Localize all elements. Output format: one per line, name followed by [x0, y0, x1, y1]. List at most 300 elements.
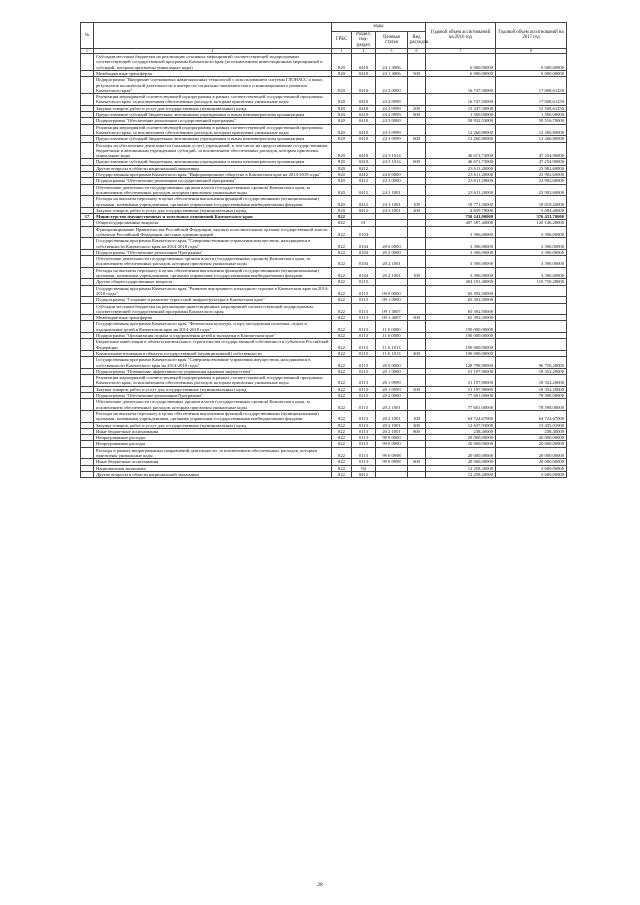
row-grbs: 822	[332, 303, 352, 315]
row-grbs: 820	[332, 136, 352, 142]
row-amount-2016: 23 611,20000	[426, 165, 496, 171]
row-target-article: 09 1 4007	[376, 303, 408, 315]
row-grbs: 822	[332, 220, 352, 226]
index-cell: 2	[94, 48, 332, 53]
row-razdel: 0412	[352, 471, 376, 477]
row-number	[81, 184, 94, 196]
row-target-article: 24 2 0999	[376, 94, 408, 106]
row-grbs: 820	[332, 142, 352, 159]
row-amount-2017: 18 352,20000	[496, 368, 567, 374]
row-target-article: 24 3 1014	[376, 159, 408, 165]
row-grbs: 822	[332, 441, 352, 447]
header-target-article: Целевая статья	[376, 32, 408, 49]
row-target-article: 24 3 1001	[376, 207, 408, 213]
row-name: Министерство имущественных и земельных отношений Камчатского края	[94, 214, 332, 220]
row-grbs: 820	[332, 196, 352, 208]
row-grbs: 822	[332, 279, 352, 285]
row-razdel: 0113	[352, 386, 376, 392]
row-razdel: 0410	[352, 118, 376, 124]
row-amount-2017: 59 516,70000	[496, 118, 567, 124]
row-target-article: 11 6 1013	[376, 350, 408, 356]
row-razdel: 0113	[352, 375, 376, 387]
row-target-article: 24 3 1001	[376, 184, 408, 196]
row-target-article: 20 1 0999	[376, 386, 408, 392]
row-amount-2017: 47 254,90000	[496, 142, 567, 159]
row-grbs: 822	[332, 428, 352, 434]
row-amount-2016: 65 392,50000	[426, 315, 496, 321]
row-grbs: 822	[332, 249, 352, 255]
row-target-article: 24 1 4006	[376, 70, 408, 76]
row-grbs: 820	[332, 112, 352, 118]
row-name: Подпрограмма "Повышение эффективности управления краевым имуществом"	[94, 368, 332, 374]
row-razdel: 0412	[352, 178, 376, 184]
row-razdel: 0412	[352, 172, 376, 178]
row-amount-2016: 190 000,00000	[426, 333, 496, 339]
row-amount-2016: 3 396,00000	[426, 238, 496, 250]
table-row	[81, 142, 567, 159]
row-amount-2017: 376 433,70000	[496, 214, 567, 220]
row-name: Расходы на выплаты персоналу в целях обеспечения выполнения функций государственными (муниципальными) органами, казенными учреждениями, органами управления государственными внебюджетными фондами	[94, 267, 332, 279]
row-expense-type	[408, 184, 426, 196]
row-razdel: 0410	[352, 159, 376, 165]
table-row	[81, 77, 567, 94]
table-row	[81, 184, 567, 196]
row-expense-type	[408, 399, 426, 411]
row-name: Подпрограмма "Внедрение спутниковых навигационных технологий с использованием системы ГЛОНАСС и иных результатов космической деятельности в интересах социально-экономического и инновационного развития Камчатского края"	[94, 77, 332, 94]
row-name: Общегосударственные вопросы	[94, 220, 332, 226]
row-razdel: 01	[352, 220, 376, 226]
row-grbs: 822	[332, 410, 352, 422]
row-expense-type	[408, 238, 426, 250]
row-amount-2017: 17 008,61250	[496, 77, 567, 94]
row-amount-2016: 407 587,40000	[426, 220, 496, 226]
row-amount-2017: 3 600,00000	[496, 471, 567, 477]
row-amount-2016: 3 396,00000	[426, 267, 496, 279]
row-razdel: 0410	[352, 54, 376, 71]
row-amount-2017: 15 508,61250	[496, 105, 567, 111]
row-amount-2016: 12 258,20000	[426, 465, 496, 471]
row-razdel: 0113	[352, 422, 376, 428]
row-grbs: 822	[332, 435, 352, 441]
row-target-article: 99 0 0998	[376, 447, 408, 459]
row-amount-2016: 23 611,20000	[426, 172, 496, 178]
row-razdel: 0410	[352, 136, 376, 142]
table-row	[81, 124, 567, 136]
index-cell: 7	[426, 48, 496, 53]
header-codes-group: коды	[332, 23, 426, 32]
row-number	[81, 410, 94, 422]
row-name: Расходы на выплаты персоналу в целях обеспечения выполнения функций государственными (муниципальными) органами, казенными учреждениями, органами управления государственными внебюджетными фондами	[94, 410, 332, 422]
row-razdel: 0113	[352, 399, 376, 411]
row-name: Реализация мероприятий соответствующей подпрограммы в рамках соответствующей государственной программы Камчатского края, за исключением обеспеченных расходов, которым присвоены уникальные коды	[94, 94, 332, 106]
row-grbs: 820	[332, 124, 352, 136]
budget-table	[80, 22, 567, 478]
row-razdel: 0104	[352, 249, 376, 255]
row-expense-type: 600	[408, 136, 426, 142]
row-amount-2016: 51 197,90000	[426, 386, 496, 392]
row-amount-2016: 3 396,00000	[426, 249, 496, 255]
row-target-article	[376, 471, 408, 477]
row-grbs: 820	[332, 77, 352, 94]
row-razdel: 0412	[352, 184, 376, 196]
row-amount-2016: 46 671,73000	[426, 142, 496, 159]
table-row	[81, 196, 567, 208]
row-expense-type: 100	[408, 196, 426, 208]
row-amount-2016: 18 771,50000	[426, 196, 496, 208]
row-expense-type: 600	[408, 112, 426, 118]
row-amount-2017: 64 724,67000	[496, 410, 567, 422]
row-grbs: 822	[332, 399, 352, 411]
row-target-article: 20 0 0000	[376, 357, 408, 369]
row-amount-2016: 1 500,00000	[426, 112, 496, 118]
row-name: Реализация мероприятий соответствующей подпрограммы в рамках соответствующей государственной программы Камчатского края, за исключением обеспеченных расходов, которым присвоены уникальные коды	[94, 375, 332, 387]
row-number	[81, 142, 94, 159]
row-grbs: 822	[332, 465, 352, 471]
row-amount-2017: 12 260,80000	[496, 136, 567, 142]
row-target-article: 20 1 0999	[376, 375, 408, 387]
row-target-article: 20 1 0000	[376, 368, 408, 374]
row-razdel: 0410	[352, 142, 376, 159]
row-amount-2017: 116 750,28000	[496, 279, 567, 285]
row-grbs: 822	[332, 267, 352, 279]
row-amount-2016: 190 000,00000	[426, 339, 496, 351]
row-grbs: 822	[332, 375, 352, 387]
row-expense-type	[408, 94, 426, 106]
row-amount-2017	[496, 303, 567, 315]
row-amount-2017	[496, 321, 567, 333]
row-name: Иные бюджетные ассигнования	[94, 459, 332, 465]
row-amount-2017: 23 902,60000	[496, 178, 567, 184]
row-expense-type	[408, 321, 426, 333]
table-row	[81, 339, 567, 351]
row-razdel: 0410	[352, 105, 376, 111]
row-target-article: 20 2 1001	[376, 399, 408, 411]
row-expense-type	[408, 471, 426, 477]
row-name: Расходы на обеспечение деятельности (оказание услуг) учреждений, в том числе на предоставление государственным бюджетным и автономным учреждениям субсидий, за исключением обеспеченных расходов, которым присвоены уникальные коды	[94, 142, 332, 159]
row-amount-2016: 4 839,70000	[426, 207, 496, 213]
row-grbs: 822	[332, 214, 352, 220]
row-amount-2016: 190 000,00000	[426, 321, 496, 333]
row-target-article: 24 3 0999	[376, 136, 408, 142]
row-target-article: 11 0 0000	[376, 321, 408, 333]
row-expense-type	[408, 77, 426, 94]
table-row	[81, 471, 567, 477]
row-amount-2017: 120 146,28000	[496, 220, 567, 226]
row-razdel: 0410	[352, 94, 376, 106]
row-number	[81, 399, 94, 411]
row-razdel: 0410	[352, 124, 376, 136]
row-amount-2016: 12 260,80000	[426, 136, 496, 142]
row-target-article: 24 2 0999	[376, 112, 408, 118]
row-number: 17	[81, 214, 94, 220]
row-grbs: 822	[332, 238, 352, 250]
row-expense-type	[408, 226, 426, 238]
row-grbs: 822	[332, 368, 352, 374]
row-expense-type	[408, 142, 426, 159]
row-name: Расходы на выплаты персоналу в целях обеспечения выполнения функций государственными (муниципальными) органами, казенными учреждениями, органами управления государственными внебюджетными фондами	[94, 196, 332, 208]
row-grbs: 820	[332, 165, 352, 171]
row-target-article: 20 2 1001	[376, 256, 408, 268]
table-row	[81, 226, 567, 238]
table-body	[81, 54, 567, 478]
row-grbs: 820	[332, 178, 352, 184]
row-amount-2017: 23 902,60000	[496, 165, 567, 171]
row-grbs: 820	[332, 70, 352, 76]
row-amount-2017: 23 902,60000	[496, 184, 567, 196]
row-target-article: 20 2 1001	[376, 410, 408, 422]
row-grbs: 822	[332, 386, 352, 392]
row-number	[81, 124, 94, 136]
row-amount-2017	[496, 285, 567, 297]
row-amount-2017: 96 750,28000	[496, 357, 567, 369]
row-name: Закупка товаров, работ и услуг для государственных (муниципальных) нужд	[94, 105, 332, 111]
row-amount-2016: 3 396,00000	[426, 226, 496, 238]
row-razdel: 0113	[352, 279, 376, 285]
row-amount-2017: 238,40000	[496, 428, 567, 434]
row-amount-2017: 12 260,80000	[496, 124, 567, 136]
row-expense-type: 500	[408, 315, 426, 321]
row-grbs: 820	[332, 184, 352, 196]
row-razdel: 0113	[352, 350, 376, 356]
row-razdel: 0412	[352, 165, 376, 171]
row-target-article: 24 3 1001	[376, 196, 408, 208]
row-amount-2017: 18 818,20000	[496, 196, 567, 208]
row-name: Государственная программа Камчатского края "Информационное общество в Камчатском крае на 2014-2018 годы"	[94, 172, 332, 178]
row-expense-type: 100	[408, 410, 426, 422]
row-number	[81, 321, 94, 333]
row-name: Предоставление субсидий бюджетным, автономным учреждениям и иным некоммерческим организациям	[94, 159, 332, 165]
row-amount-2016: 77 601,00000	[426, 399, 496, 411]
row-name: Обеспечение деятельности государственных органов власти (государственных органов) Камчатского края, за исключением обеспеченных расходов, которым присвоены уникальные коды	[94, 256, 332, 268]
row-razdel: 04	[352, 465, 376, 471]
table-row	[81, 375, 567, 387]
row-amount-2017: 78 398,08000	[496, 393, 567, 399]
row-expense-type	[408, 357, 426, 369]
row-name: Подпрограмма "Создание и развитие туристской инфраструктуры в Камчатском крае"	[94, 297, 332, 303]
row-razdel: 0113	[352, 285, 376, 297]
row-grbs: 822	[332, 393, 352, 399]
row-amount-2016: 12 260,80000	[426, 124, 496, 136]
row-amount-2016: 6 000,00000	[426, 70, 496, 76]
row-grbs: 822	[332, 321, 352, 333]
row-expense-type	[408, 54, 426, 71]
row-number	[81, 375, 94, 387]
row-razdel: 0113	[352, 303, 376, 315]
table-row	[81, 54, 567, 71]
row-name: Межбюджетные трансферты	[94, 315, 332, 321]
row-name: Субсидии местным бюджетам на реализацию инвестиционных мероприятий соответствующей подпрограммы соответствующей государственной программы Камчатского края	[94, 303, 332, 315]
row-number	[81, 77, 94, 94]
row-amount-2017: 6 000,00000	[496, 70, 567, 76]
row-amount-2016: 58 932,53000	[426, 118, 496, 124]
row-razdel: 0113	[352, 315, 376, 321]
row-amount-2017: 20 000,00000	[496, 435, 567, 441]
index-cell: 3	[332, 48, 352, 53]
row-name: Другие вопросы в области национальной экономики	[94, 165, 332, 171]
row-target-article: 20 2 0000	[376, 393, 408, 399]
index-cell: 5	[376, 48, 408, 53]
table-row	[81, 285, 567, 297]
row-grbs: 820	[332, 118, 352, 124]
row-amount-2017: 1 500,00000	[496, 112, 567, 118]
row-number	[81, 447, 94, 459]
row-name: Предоставление субсидий бюджетным, автономным учреждениям и иным некоммерческим организациям	[94, 112, 332, 118]
row-number	[81, 471, 94, 477]
row-expense-type: 200	[408, 422, 426, 428]
row-razdel: 0113	[352, 339, 376, 351]
row-amount-2016: 16 747,50000	[426, 94, 496, 106]
row-amount-2017: 13 435,01000	[496, 422, 567, 428]
row-grbs: 820	[332, 159, 352, 165]
row-amount-2016: 404 191,40000	[426, 279, 496, 285]
row-name: Государственная программа Камчатского края "Совершенствование управления имуществом, находящимся в собственности Камчатского края на 2014-2018 годы"	[94, 238, 332, 250]
row-grbs: 822	[332, 459, 352, 465]
row-number	[81, 357, 94, 369]
row-target-article: 20 0 0000	[376, 238, 408, 250]
row-number	[81, 94, 94, 106]
row-grbs: 820	[332, 54, 352, 71]
row-amount-2016: 6 000,00000	[426, 54, 496, 71]
row-amount-2016: 23 611,20000	[426, 184, 496, 196]
row-amount-2016: 20 000,00000	[426, 441, 496, 447]
index-cell: 8	[496, 48, 567, 53]
row-number	[81, 339, 94, 351]
row-name: Национальная экономика	[94, 465, 332, 471]
row-expense-type	[408, 447, 426, 459]
row-number	[81, 267, 94, 279]
row-expense-type: 200	[408, 105, 426, 111]
header-razdel: Раздел, под-раздел	[352, 32, 376, 49]
row-expense-type: 600	[408, 159, 426, 165]
row-target-article: 24 2 0999	[376, 105, 408, 111]
row-razdel: 0104	[352, 256, 376, 268]
row-target-article: 11 6 0000	[376, 333, 408, 339]
row-amount-2016: 16 747,50000	[426, 77, 496, 94]
row-amount-2016: 238,40000	[426, 428, 496, 434]
row-amount-2016: 46 671,73000	[426, 159, 496, 165]
header-number: №	[81, 23, 94, 49]
row-amount-2017: 47 254,90000	[496, 159, 567, 165]
row-name: Капитальные вложения в объекты государственной (муниципальной) собственности	[94, 350, 332, 356]
row-target-article: 24 3 0000	[376, 178, 408, 184]
row-expense-type	[408, 375, 426, 387]
row-razdel: 0113	[352, 368, 376, 374]
row-razdel: 0113	[352, 321, 376, 333]
index-cell: 1	[81, 48, 94, 53]
row-amount-2016: 15 247,50000	[426, 105, 496, 111]
row-grbs: 822	[332, 256, 352, 268]
row-amount-2016: 20 000,00000	[426, 435, 496, 441]
row-name: Подпрограмма "Обеспечение реализации Программы"	[94, 249, 332, 255]
row-amount-2017: 18 352,20000	[496, 375, 567, 387]
table-row	[81, 399, 567, 411]
row-grbs: 822	[332, 339, 352, 351]
row-amount-2017: 3 396,00000	[496, 256, 567, 268]
row-expense-type: 400	[408, 350, 426, 356]
row-target-article: 24 0 0000	[376, 172, 408, 178]
row-amount-2017: 3 396,00000	[496, 249, 567, 255]
table-row	[81, 447, 567, 459]
row-amount-2017: 17 008,61250	[496, 94, 567, 106]
row-grbs: 822	[332, 422, 352, 428]
row-name: Субсидии местным бюджетам на реализацию основных мероприятий соответствующей подпрограммы соответствующей государственной программы Камчатского края (за исключением инвестиционных мероприятий и субсидий, которым присвоены уникальные коды)	[94, 54, 332, 71]
row-amount-2017: 3 396,00000	[496, 226, 567, 238]
row-name: Подпрограмма "Обеспечение реализации государственной программы"	[94, 118, 332, 124]
row-target-article: 11 6 1013	[376, 339, 408, 351]
row-name: Подпрограмма "Обеспечение реализации государственной программы"	[94, 178, 332, 184]
row-amount-2016: 64 724,67000	[426, 410, 496, 422]
row-target-article: 24 3 1014	[376, 142, 408, 159]
row-razdel: 0104	[352, 267, 376, 279]
row-target-article: 99 0 0998	[376, 459, 408, 465]
row-amount-2016: 12 637,93000	[426, 422, 496, 428]
row-razdel: 0113	[352, 333, 376, 339]
row-expense-type: 200	[408, 386, 426, 392]
header-amount-2017: Годовой объем ассигнований на 2017 год	[496, 23, 567, 49]
row-grbs: 820	[332, 207, 352, 213]
row-expense-type: 800	[408, 459, 426, 465]
row-razdel: 0104	[352, 238, 376, 250]
row-amount-2016: 12 258,20000	[426, 471, 496, 477]
row-name: Другие общегосударственные вопросы	[94, 279, 332, 285]
row-expense-type	[408, 303, 426, 315]
row-target-article: 20 2 0000	[376, 249, 408, 255]
row-target-article: 09 1 4007	[376, 315, 408, 321]
row-name: Непрограммные расходы	[94, 435, 332, 441]
row-amount-2016: 750 241,00000	[426, 214, 496, 220]
document-page	[80, 22, 566, 478]
row-grbs: 822	[332, 315, 352, 321]
row-razdel: 0412	[352, 207, 376, 213]
row-razdel: 0410	[352, 112, 376, 118]
row-name: Закупка товаров, работ и услуг для государственных (муниципальных) нужд	[94, 207, 332, 213]
row-name: Закупка товаров, работ и услуг для государственных (муниципальных) нужд	[94, 422, 332, 428]
row-amount-2016: 65 392,50000	[426, 285, 496, 297]
row-name: Обеспечение деятельности государственных органов власти (государственных органов) Камчатского края, за исключением обеспеченных расходов, которым присвоены уникальные коды	[94, 184, 332, 196]
row-name: Реализация мероприятий соответствующей подпрограммы в рамках соответствующей государственной программы Камчатского края, за исключением обеспеченных расходов, которым присвоены уникальные коды	[94, 124, 332, 136]
index-cell: 6	[408, 48, 426, 53]
row-expense-type	[408, 285, 426, 297]
table-row	[81, 410, 567, 422]
row-amount-2016: 190 000,00000	[426, 350, 496, 356]
row-amount-2016: 20 000,00000	[426, 447, 496, 459]
row-expense-type: 200	[408, 207, 426, 213]
row-amount-2017: 20 000,00000	[496, 459, 567, 465]
row-target-article: 09 1 0000	[376, 297, 408, 303]
row-razdel: 0113	[352, 435, 376, 441]
table-row	[81, 321, 567, 333]
row-amount-2016: 128 798,90000	[426, 357, 496, 369]
table-row	[81, 94, 567, 106]
row-amount-2017: 20 000,00000	[496, 447, 567, 459]
row-grbs: 822	[332, 471, 352, 477]
row-target-article: 20 2 1001	[376, 267, 408, 279]
row-amount-2016: 51 197,90000	[426, 375, 496, 387]
row-grbs: 822	[332, 285, 352, 297]
row-razdel: 0113	[352, 428, 376, 434]
table-row	[81, 267, 567, 279]
row-razdel: 0113	[352, 357, 376, 369]
row-expense-type	[408, 124, 426, 136]
row-amount-2016: 23 611,20000	[426, 178, 496, 184]
row-name: Бюджетные инвестиции в объекты капитального строительства государственной собственности субъектов Российской Федерации	[94, 339, 332, 351]
row-target-article: 24 3 0999	[376, 124, 408, 136]
row-target-article: 24 1 4006	[376, 54, 408, 71]
row-grbs: 820	[332, 105, 352, 111]
row-amount-2016: 65 392,50000	[426, 303, 496, 315]
row-amount-2016: 51 197,90000	[426, 368, 496, 374]
row-expense-type: 500	[408, 70, 426, 76]
